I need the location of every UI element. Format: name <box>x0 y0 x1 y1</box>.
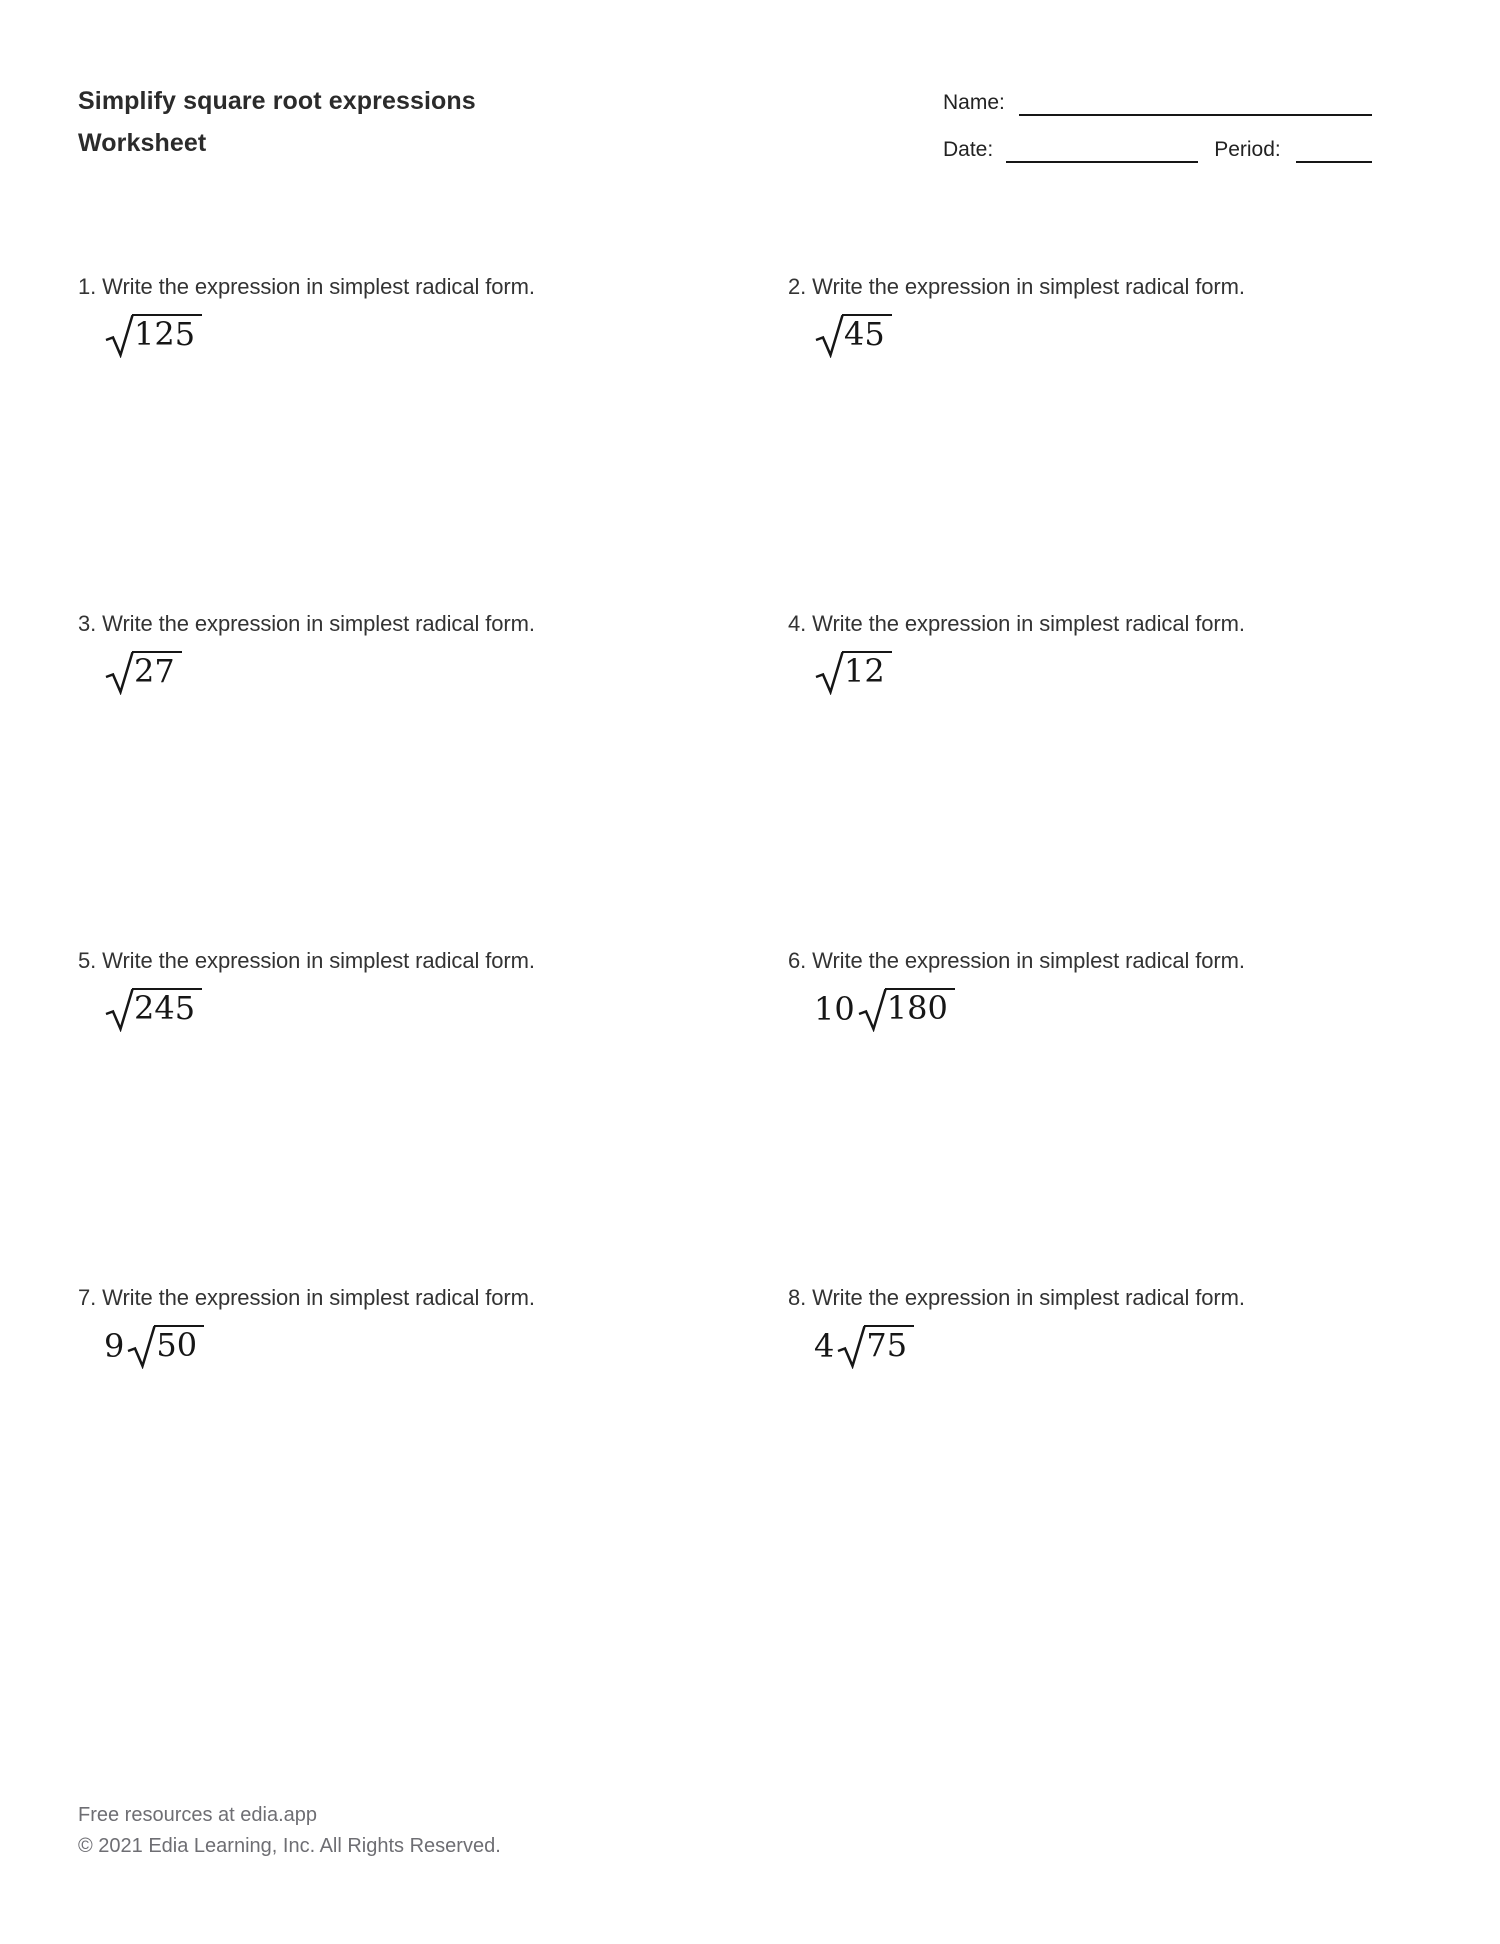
period-blank-line <box>1296 139 1372 163</box>
problem-2 <box>788 272 1428 609</box>
radical-sign-icon <box>857 988 887 1032</box>
problem-7 <box>78 1283 788 1620</box>
problem-4-text: Write the expression in simplest radical form. <box>812 611 1245 636</box>
square-root-expression <box>104 651 182 695</box>
radicand: 50 <box>154 1325 204 1362</box>
problem-3 <box>78 609 788 946</box>
problem-5-expression <box>104 988 202 1032</box>
radical-sign-icon <box>126 1325 156 1369</box>
square-root-expression <box>104 988 202 1032</box>
problem-1-text: Write the expression in simplest radical form. <box>102 274 535 299</box>
page-footer <box>78 1800 501 1862</box>
problem-2-text: Write the expression in simplest radical form. <box>812 274 1245 299</box>
name-blank-line <box>1019 92 1372 116</box>
problem-8-expression <box>814 1325 914 1369</box>
problem-7-number: 7. <box>78 1285 97 1310</box>
problem-6-number: 6. <box>788 948 807 973</box>
name-label: Name: <box>943 91 1005 114</box>
problem-5-number: 5. <box>78 948 97 973</box>
radicand: 45 <box>842 314 892 351</box>
square-root-expression <box>104 314 202 358</box>
footer-copyright-text: © 2021 Edia Learning, Inc. All Rights Reserved. <box>78 1835 501 1857</box>
radicand: 75 <box>864 1325 914 1362</box>
problem-6 <box>788 946 1428 1283</box>
radicand: 180 <box>885 988 955 1025</box>
square-root-expression <box>857 988 955 1032</box>
problem-3-expression <box>104 651 182 695</box>
problem-8-text: Write the expression in simplest radical form. <box>812 1285 1245 1310</box>
coefficient: 9 <box>104 1327 125 1365</box>
problem-7-prompt <box>78 1283 788 1313</box>
worksheet-subtitle: Worksheet <box>78 129 207 157</box>
name-field-row <box>943 88 1383 116</box>
radical-sign-icon <box>104 314 134 358</box>
problem-8-prompt <box>788 1283 1428 1313</box>
problem-4-expression <box>814 651 892 695</box>
problem-2-expression <box>814 314 892 358</box>
coefficient: 10 <box>814 990 855 1028</box>
problems-grid <box>78 272 1428 1620</box>
problem-1-prompt <box>78 272 788 302</box>
problem-8 <box>788 1283 1428 1620</box>
problem-3-text: Write the expression in simplest radical form. <box>102 611 535 636</box>
problem-5-prompt <box>78 946 788 976</box>
radical-sign-icon <box>104 988 134 1032</box>
problem-2-number: 2. <box>788 274 807 299</box>
problem-5 <box>78 946 788 1283</box>
problem-6-expression <box>814 988 955 1032</box>
problem-8-number: 8. <box>788 1285 807 1310</box>
problem-6-text: Write the expression in simplest radical form. <box>812 948 1245 973</box>
problem-2-prompt <box>788 272 1428 302</box>
date-period-field-row <box>943 135 1383 163</box>
radical-sign-icon <box>814 314 844 358</box>
square-root-expression <box>814 651 892 695</box>
radical-sign-icon <box>836 1325 866 1369</box>
worksheet-title: Simplify square root expressions <box>78 87 476 115</box>
radicand: 125 <box>132 314 202 351</box>
worksheet-title-block <box>78 80 476 164</box>
problem-1 <box>78 272 788 609</box>
problem-1-expression <box>104 314 202 358</box>
problem-3-number: 3. <box>78 611 97 636</box>
radicand: 27 <box>132 651 182 688</box>
radical-sign-icon <box>104 651 134 695</box>
problem-1-number: 1. <box>78 274 97 299</box>
student-fields <box>943 88 1383 163</box>
square-root-expression <box>836 1325 914 1369</box>
date-label: Date: <box>943 138 994 161</box>
problem-4 <box>788 609 1428 946</box>
square-root-expression <box>126 1325 204 1369</box>
footer-resources-text: Free resources at edia.app <box>78 1804 318 1826</box>
problem-7-text: Write the expression in simplest radical form. <box>102 1285 535 1310</box>
date-blank-line <box>1006 139 1198 163</box>
problem-6-prompt <box>788 946 1428 976</box>
radicand: 12 <box>842 651 892 688</box>
problem-5-text: Write the expression in simplest radical form. <box>102 948 535 973</box>
problem-4-prompt <box>788 609 1428 639</box>
radicand: 245 <box>132 988 202 1025</box>
problem-4-number: 4. <box>788 611 807 636</box>
coefficient: 4 <box>814 1327 835 1365</box>
period-label: Period: <box>1214 138 1281 161</box>
square-root-expression <box>814 314 892 358</box>
problem-7-expression <box>104 1325 204 1369</box>
radical-sign-icon <box>814 651 844 695</box>
problem-3-prompt <box>78 609 788 639</box>
